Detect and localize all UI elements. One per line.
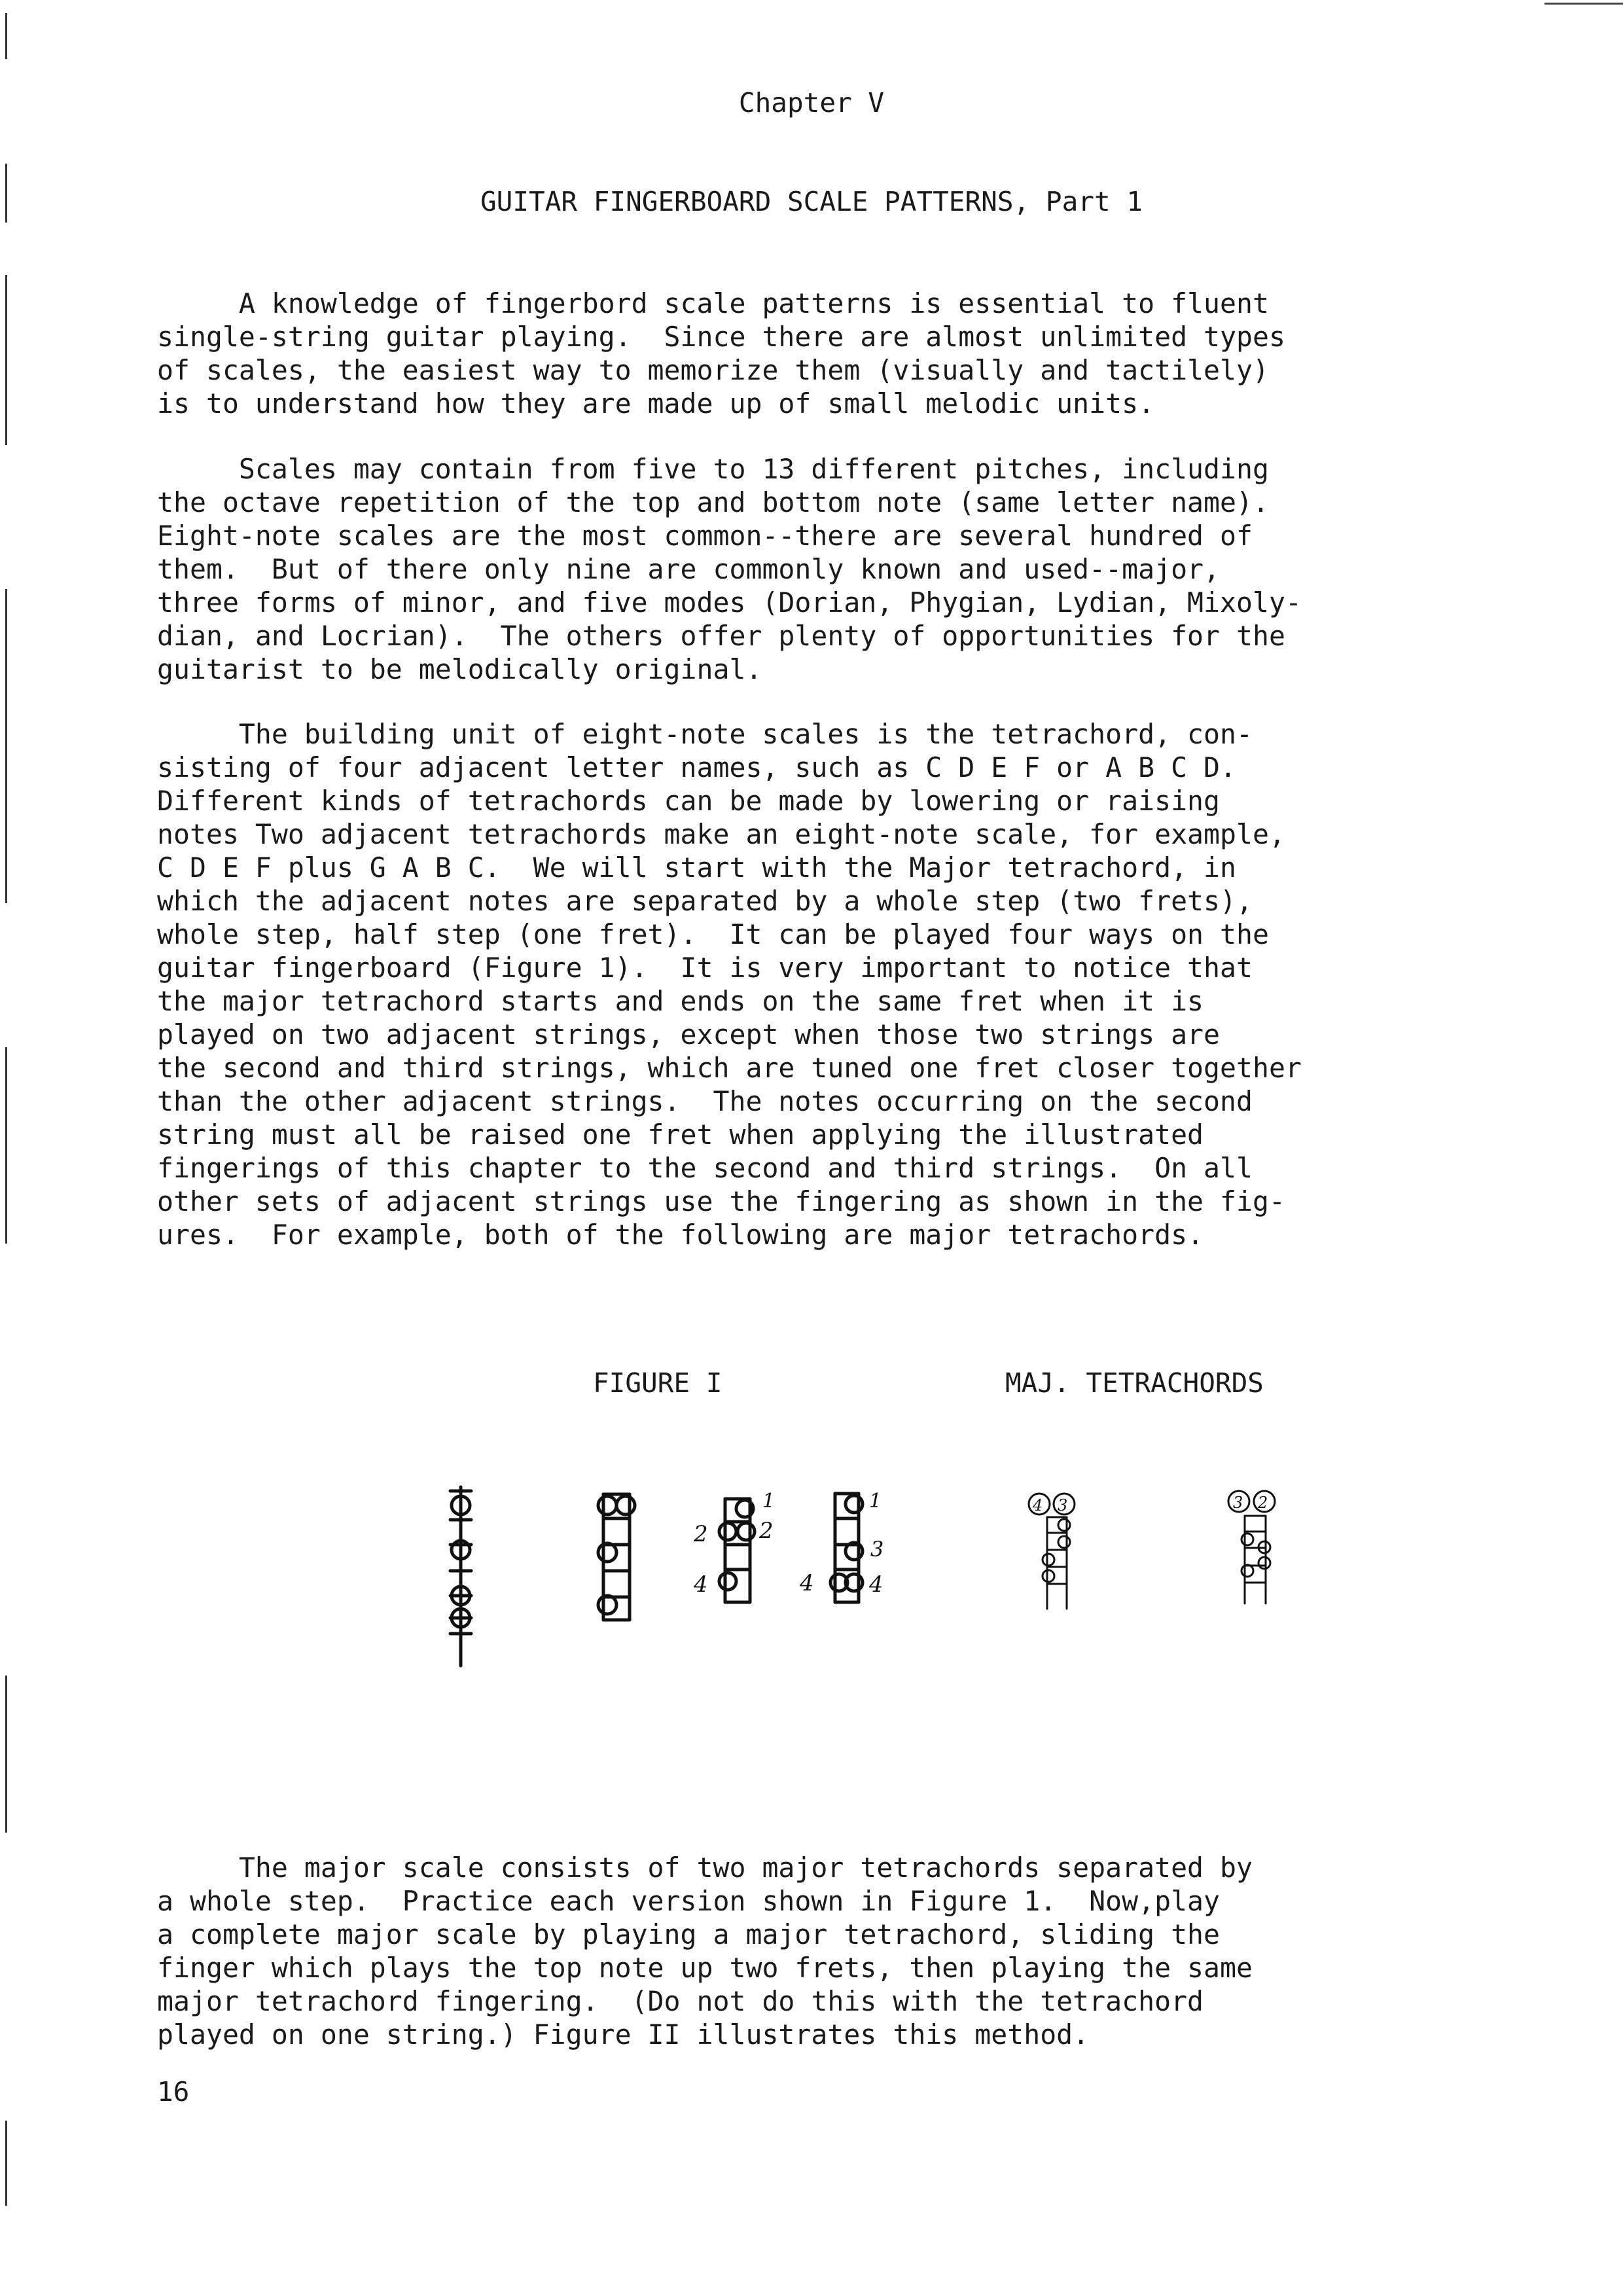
one-string-tetrachord-diagram: [450, 1487, 471, 1666]
string-number: 3: [1058, 1496, 1068, 1515]
string-number: 3: [1233, 1494, 1243, 1512]
string-3-2-tetrachord-diagram: [1228, 1491, 1275, 1604]
string-4-3-tetrachord-diagram: [1029, 1494, 1075, 1609]
page-number: 16: [157, 2076, 190, 2108]
paragraph-major-scale: The major scale consists of two major tetrachords separated by a whole step. Practice each version shown in Figure 1. Now,play a complete major scale by playing a major tetrachord, sliding the finger which plays the top note up two frets, then playing the same major tetrachord fingering. (Do not do this with the tetrachord played on one string.) Figure II illustrates this method.: [157, 1852, 1253, 2051]
finger-number: 4: [800, 1570, 814, 1596]
two-string-fingering-diagram-a: [719, 1499, 755, 1602]
finger-number: 2: [694, 1521, 708, 1547]
top-edge-rule: [1544, 3, 1623, 5]
string-number: 2: [1258, 1494, 1268, 1512]
chapter-label: Chapter V: [738, 87, 885, 118]
two-string-tetrachord-diagram: [598, 1494, 635, 1620]
paragraph-scales: Scales may contain from five to 13 different pitches, including the octave repetition of the top and bottom note (same letter name). Eight-note scales are the most common--there are several hundred of them. But of there only nine are commonly known and used--major, three forms of minor, and five modes (Dorian, Phygian, Lydian, Mixoly- dian, and Locrian). The others offer plenty of opportunities for the guitarist to be melodically original.: [157, 453, 1302, 685]
finger-number: 2: [759, 1518, 774, 1544]
finger-number: 4: [869, 1571, 883, 1598]
paragraph-intro: A knowledge of fingerbord scale patterns is essential to fluent single-string guitar playing. Since there are almost unlimited types of scales, the easiest way to memorize them (visually and tactilely) is to understand how they are made up of small melodic units.: [157, 287, 1285, 420]
figure-caption: MAJ. TETRACHORDS: [1005, 1367, 1264, 1399]
figure-label: FIGURE I: [593, 1367, 722, 1399]
scanned-page-edge: [5, 0, 7, 2296]
finger-number: 1: [869, 1490, 882, 1513]
paragraph-tetrachord: The building unit of eight-note scales is the tetrachord, con- sisting of four adjacent letter names, such as C D E F or A B C D. Different kinds of tetrachords can be made by lowering or raising notes Two adjacent tetrachords make an eight-note scale, for example, C D E F plus G A B C. We will start with the Major tetrachord, in which the adjacent notes are separated by a whole step (two frets), whole step, half step (one fret). It can be played four ways on the guitar fingerboard (Figure 1). It is very important to notice that the major tetrachord starts and ends on the same fret when it is played on two adjacent strings, except when those two strings are the second and third strings, which are tuned one fret closer together than the other adjacent strings. The notes occurring on the second string must all be raised one fret when applying the illustrated fingerings of this chapter to the second and third strings. On all other sets of adjacent strings use the fingering as shown in the fig- ures. For example, both of the following are major tetrachords.: [157, 718, 1302, 1251]
finger-number: 1: [762, 1490, 776, 1513]
string-number: 4: [1033, 1496, 1043, 1515]
finger-number: 3: [870, 1537, 884, 1562]
chapter-title: GUITAR FINGERBOARD SCALE PATTERNS, Part 1: [480, 186, 1143, 217]
finger-number: 4: [694, 1571, 708, 1598]
two-string-fingering-diagram-b: [830, 1494, 863, 1602]
